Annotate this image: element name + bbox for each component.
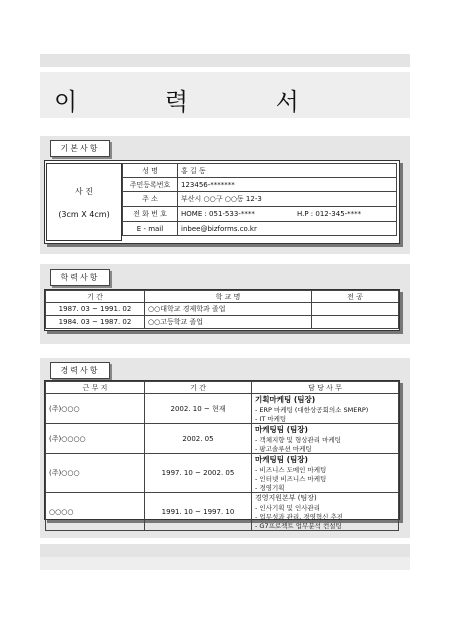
edu-school: ○○대학교 경제학과 졸업	[145, 303, 312, 316]
duty-item: - 업무성과 관리, 경영혁신 추진	[255, 513, 344, 521]
mobile-phone: H.P : 012-345-****	[294, 207, 397, 222]
education-tab: 학력사항	[50, 269, 110, 286]
page-title: 이 력 서	[54, 88, 339, 116]
duty-dept: 기획마케팅 (팀장)	[255, 395, 316, 404]
rrn-value: 123456-*******	[178, 178, 397, 192]
duty-item: - 인사기획 및 인사관리	[255, 504, 321, 512]
career-period: 1997. 10 ~ 2002. 05	[145, 454, 252, 493]
career-duties	[252, 454, 399, 493]
table-row	[46, 316, 399, 329]
table-row	[46, 303, 399, 316]
table-row	[46, 394, 399, 424]
duty-item: - 비즈니스 도메인 마케팅	[255, 466, 327, 474]
email-value: inbee@bizforms.co.kr	[178, 222, 397, 236]
career-company: (주)○○○○	[46, 424, 145, 454]
edu-school: ○○고등학교 졸업	[145, 316, 312, 329]
duty-item: - ERP 마케팅 (대한상공회의소 SMERP)	[255, 406, 369, 414]
basic-tab: 기본사항	[50, 140, 110, 157]
career-box	[44, 380, 400, 530]
duty-item: - 인터넷 비즈니스 마케팅	[255, 475, 327, 483]
table-row	[46, 454, 399, 493]
home-phone: HOME : 051-533-****	[178, 207, 295, 222]
edu-major	[312, 316, 399, 329]
basic-table	[122, 163, 397, 236]
edu-header-school: 학 교 명	[145, 291, 312, 303]
rrn-label: 주민등록번호	[123, 178, 178, 192]
photo-placeholder	[46, 163, 122, 241]
career-period: 1991. 10 ~ 1997. 10	[145, 493, 252, 531]
address-value: 부산시 ○○구 ○○동 12-3	[178, 192, 397, 207]
footer-band	[40, 544, 410, 557]
phone-label: 전 화 번 호	[123, 207, 178, 222]
duty-dept: 마케팅팀 (팀장)	[255, 455, 308, 464]
education-box	[44, 289, 400, 331]
career-company: (주)○○○	[46, 394, 145, 424]
header-band	[40, 54, 410, 67]
edu-major	[312, 303, 399, 316]
edu-header-major: 전 공	[312, 291, 399, 303]
footer-band-lower	[40, 557, 410, 570]
career-duties	[252, 424, 399, 454]
duty-item: - 팡고솔루션 마케팅	[255, 445, 312, 453]
name-label: 성 명	[123, 164, 178, 178]
career-header-period: 기 간	[145, 382, 252, 394]
career-period: 2002. 10 ~ 현재	[145, 394, 252, 424]
photo-size: (3cm X 4cm)	[58, 210, 110, 219]
name-value: 홍 길 동	[178, 164, 397, 178]
edu-header-period: 기 간	[46, 291, 145, 303]
email-label: E - mail	[123, 222, 178, 236]
duty-item: - IT 마케팅	[255, 415, 287, 423]
edu-period: 1987. 03 ~ 1991. 02	[46, 303, 145, 316]
career-period: 2002. 05	[145, 424, 252, 454]
duty-dept: 경영지원본부 (팀장)	[255, 494, 317, 502]
career-company: ○○○○	[46, 493, 145, 531]
career-company: (주)○○○	[46, 454, 145, 493]
duty-item: - G7프로젝트 업무분석 컨설팅	[255, 522, 342, 530]
career-duties	[252, 493, 399, 531]
career-duties	[252, 394, 399, 424]
duty-item: - 객체지향 및 형상관리 마케팅	[255, 436, 341, 444]
career-header-company: 근 무 지	[46, 382, 145, 394]
table-row	[46, 493, 399, 531]
career-tab: 경력사항	[50, 362, 110, 379]
edu-period: 1984. 03 ~ 1987. 02	[46, 316, 145, 329]
table-row	[46, 424, 399, 454]
duty-dept: 마케팅팀 (팀장)	[255, 425, 308, 434]
duty-item: - 경영기획	[255, 484, 285, 492]
career-header-duties: 담 당 사 무	[252, 382, 399, 394]
photo-label: 사 진	[75, 187, 93, 196]
address-label: 주 소	[123, 192, 178, 207]
